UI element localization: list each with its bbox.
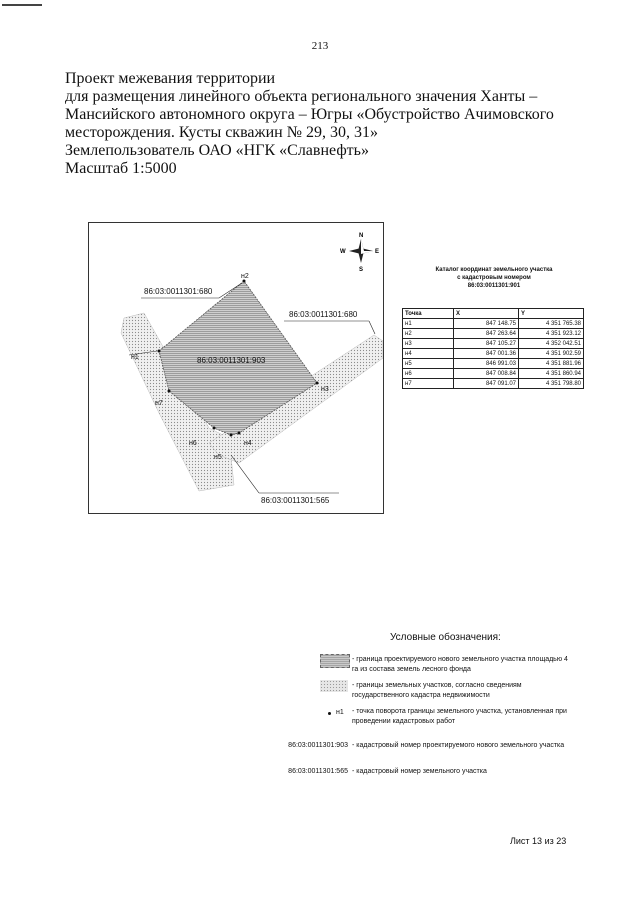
header-x: X [454,309,519,319]
title-line: Мансийского автономного округа – Югры «Обустройство Ачимовского [65,106,554,123]
label-n5: н5 [214,454,222,461]
cell-x: 846 991.03 [454,359,519,369]
cell-x: 847 263.64 [454,329,519,339]
cadastral-map [88,222,384,514]
legend-key: н1 [336,709,344,716]
compass-w: W [340,249,346,255]
table-header-row [403,309,584,319]
coordinate-table [402,308,584,389]
cell-y: 4 352 042.51 [519,339,584,349]
point-n6 [213,427,216,430]
parcel-label-bottom: 86:03:0011301:565 [261,496,330,505]
legend-text: - точка поворота границы земельного участка, установленная при проведении кадастровых работ [352,708,567,725]
compass-n: N [359,233,364,239]
label-n3: н3 [321,386,329,393]
table-row [403,319,584,329]
title-line: Проект межевания территории [65,70,276,87]
title-line: Масштаб 1:5000 [65,160,177,177]
legend-title: Условные обозначения: [390,632,501,643]
legend-text: - границы земельных участков, согласно сведениям государственного кадастра недвижимости [352,682,522,699]
point-n5 [230,434,233,437]
catalog-title-line: с кадастровым номером [457,275,531,281]
legend-point-dot-icon [328,712,331,715]
header-point: Точка [403,309,454,319]
cell-x: 847 105.27 [454,339,519,349]
cell-x: 847 008.84 [454,369,519,379]
catalog-title-line: Каталог координат земельного участка [435,267,553,273]
point-n4 [238,432,241,435]
parcel-label-right: 86:03:0011301:680 [289,310,358,319]
legend-text: - кадастровый номер проектируемого нового земельного участка [352,742,565,749]
compass-e: E [375,249,380,255]
compass-s: S [359,267,364,273]
compass-rose-icon [340,233,379,273]
point-n3 [316,382,319,385]
label-n1: н1 [131,354,139,361]
cell-x: 847 148.75 [454,319,519,329]
parcel-label-center: 86:03:0011301:903 [197,356,266,365]
legend-swatch-new-parcel [320,654,350,668]
legend-key: 86:03:0011301:903 [288,742,348,749]
sheet-number: Лист 13 из 23 [510,836,567,846]
table-row [403,349,584,359]
cell-point: н3 [403,339,454,349]
cell-y: 4 351 860.94 [519,369,584,379]
corner-rule [2,4,42,6]
page-number: 213 [311,40,329,52]
point-n1 [158,350,161,353]
table-row [403,379,584,389]
catalog-title-line: 86:03:0011301:901 [467,283,521,289]
cell-point: н2 [403,329,454,339]
cell-y: 4 351 798.80 [519,379,584,389]
title-line: месторождения. Кусты скважин № 29, 30, 31» [65,124,378,141]
cell-y: 4 351 902.59 [519,349,584,359]
map-drawing [89,223,383,513]
label-n2: н2 [241,273,249,280]
cell-point: н1 [403,319,454,329]
legend-swatch-existing-parcel [320,680,348,692]
label-n6: н6 [189,440,197,447]
table-row [403,339,584,349]
cell-x: 847 001.36 [454,349,519,359]
cell-x: 847 091.07 [454,379,519,389]
legend-text: - кадастровый номер земельного участка [352,768,487,775]
cell-y: 4 351 881.96 [519,359,584,369]
cell-y: 4 351 923.12 [519,329,584,339]
title-line: для размещения линейного объекта регионального значения Ханты – [65,88,538,105]
catalog-title [402,266,586,290]
cell-point: н5 [403,359,454,369]
label-n4: н4 [244,440,252,447]
parcel-label-left: 86:03:0011301:680 [144,287,213,296]
legend-text: - граница проектируемого нового земельного участка площадью 4 га из состава земель лесного фонда [352,656,568,673]
legend-key: 86:03:0011301:565 [288,768,348,775]
header-y: Y [519,309,584,319]
document-title [65,70,565,178]
table-row [403,359,584,369]
cell-point: н6 [403,369,454,379]
cell-y: 4 351 765.38 [519,319,584,329]
table-row [403,369,584,379]
cell-point: н7 [403,379,454,389]
label-n7: н7 [155,400,163,407]
point-n7 [168,390,171,393]
cell-point: н4 [403,349,454,359]
title-line: Землепользователь ОАО «НГК «Славнефть» [65,142,369,159]
table-row [403,329,584,339]
